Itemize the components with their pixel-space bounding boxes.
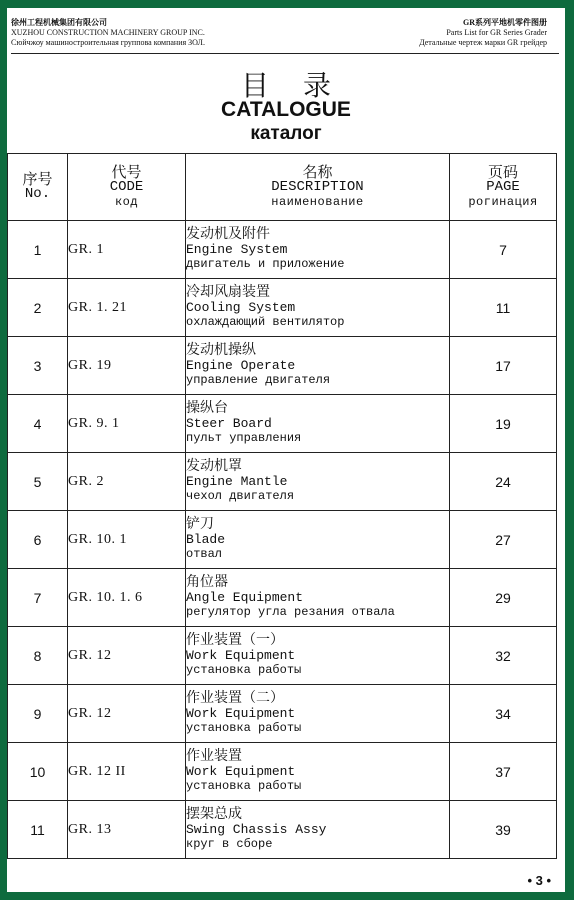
row-description-en: Blade [186,532,226,547]
row-number: 4 [8,395,68,453]
row-description-zh: 摆架总成 [186,806,242,822]
book-title-en: Parts List for GR Series Grader [446,28,547,37]
row-page: 17 [450,337,557,395]
row-number: 9 [8,685,68,743]
column-header-code-en: CODE [109,178,144,195]
catalogue-title-ru: каталог [250,123,322,144]
row-page: 27 [450,511,557,569]
table-row [8,743,557,801]
row-description-zh: 发动机罩 [186,458,242,474]
row-description-en: Angle Equipment [186,590,304,605]
row-code: GR. 12 II [68,743,186,801]
catalogue-title-zh: 目录 [240,69,365,102]
header-left [11,18,281,48]
table-row [8,569,557,627]
row-code: GR. 10. 1 [68,511,186,569]
table-row [8,801,557,859]
table-row [8,395,557,453]
row-description [186,511,450,569]
row-code: GR. 12 [68,685,186,743]
row-description [186,453,450,511]
table-row [8,685,557,743]
book-title-ru: Детальные чертеж марки GR грейдер [419,38,547,47]
row-code: GR. 19 [68,337,186,395]
row-code: GR. 12 [68,627,186,685]
catalogue-rows [8,221,557,859]
row-description [186,627,450,685]
row-code: GR. 1 [68,221,186,279]
column-header-description [186,154,450,221]
row-description-en: Work Equipment [186,648,296,663]
table-row [8,511,557,569]
row-description [186,337,450,395]
row-description-zh: 操纵台 [186,400,228,416]
header-divider [11,53,559,54]
row-number: 7 [8,569,68,627]
row-description-ru: регулятор угла резания отвала [186,605,395,619]
row-description-en: Engine Operate [186,358,296,373]
row-description-zh: 作业装置 [186,748,242,764]
row-description-en: Swing Chassis Assy [186,822,327,837]
table-row [8,627,557,685]
row-description [186,801,450,859]
row-description-zh: 冷却风扇装置 [186,284,270,300]
row-description-ru: пульт управления [186,431,302,445]
column-header-code-ru: код [114,194,139,209]
row-description [186,221,450,279]
column-header-no-en: No. [24,186,51,202]
row-code: GR. 13 [68,801,186,859]
row-code: GR. 10. 1. 6 [68,569,186,627]
row-page: 34 [450,685,557,743]
row-description-ru: охлаждающий вентилятор [186,315,345,329]
row-description-ru: двигатель и приложение [186,257,345,271]
row-number: 6 [8,511,68,569]
row-number: 5 [8,453,68,511]
row-page: 7 [450,221,557,279]
row-page: 37 [450,743,557,801]
row-number: 2 [8,279,68,337]
row-description-ru: чехол двигателя [186,489,295,503]
column-header-no [8,154,68,221]
row-description-ru: отвал [186,547,223,561]
column-header-page-en: PAGE [486,178,520,195]
row-description-zh: 作业装置（一） [186,632,284,648]
row-number: 10 [8,743,68,801]
row-description-ru: управление двигателя [186,373,331,387]
column-header-code-zh: 代号 [111,162,142,181]
table-row [8,279,557,337]
column-header-description-en: DESCRIPTION [271,178,364,195]
company-name-ru: Сюйчжоу машиностроительная группова компания ЗОЛ. [11,38,205,47]
row-description [186,279,450,337]
row-description-en: Work Equipment [186,764,296,779]
row-description-ru: установка работы [186,779,302,793]
row-page: 29 [450,569,557,627]
row-description [186,743,450,801]
table-row [8,453,557,511]
row-number: 11 [8,801,68,859]
catalogue-table [7,153,557,859]
column-header-page-ru: рогинация [468,194,538,209]
row-description [186,395,450,453]
page-number: • 3 • [527,873,551,888]
column-header-description-zh: 名称 [302,162,333,181]
header-right [317,18,547,48]
row-description [186,569,450,627]
row-page: 11 [450,279,557,337]
catalogue-title-en: CATALOGUE [221,98,351,121]
column-header-description-ru: наименование [271,194,364,209]
row-code: GR. 9. 1 [68,395,186,453]
table-row [8,337,557,395]
company-name-zh: 徐州工程机械集团有限公司 [11,18,107,27]
book-title-zh: GR系列平地机零件图册 [463,18,547,27]
row-description-ru: установка работы [186,721,302,735]
row-page: 19 [450,395,557,453]
row-description-ru: круг в сборе [186,837,273,851]
row-description-zh: 角位器 [186,574,228,590]
row-description-en: Work Equipment [186,706,296,721]
row-description-en: Cooling System [186,300,296,315]
row-page: 24 [450,453,557,511]
row-description-zh: 发动机操纵 [186,342,256,358]
row-description-en: Steer Board [186,416,272,431]
row-description-en: Engine System [186,242,288,257]
column-header-page-zh: 页码 [487,162,518,181]
row-description-en: Engine Mantle [186,474,288,489]
row-description [186,685,450,743]
company-name-en: XUZHOU CONSTRUCTION MACHINERY GROUP INC. [11,28,205,37]
row-description-zh: 作业装置（二） [186,690,284,706]
row-description-zh: 铲刀 [186,516,214,532]
table-row [8,221,557,279]
row-code: GR. 1. 21 [68,279,186,337]
row-description-ru: установка работы [186,663,302,677]
row-number: 8 [8,627,68,685]
column-header-page [450,154,557,221]
column-header-code [68,154,186,221]
row-number: 1 [8,221,68,279]
row-code: GR. 2 [68,453,186,511]
row-page: 39 [450,801,557,859]
row-page: 32 [450,627,557,685]
column-header-no-zh: 序号 [22,170,53,188]
row-number: 3 [8,337,68,395]
row-description-zh: 发动机及附件 [186,226,270,242]
document-page [7,8,565,892]
table-header-row [8,154,557,221]
